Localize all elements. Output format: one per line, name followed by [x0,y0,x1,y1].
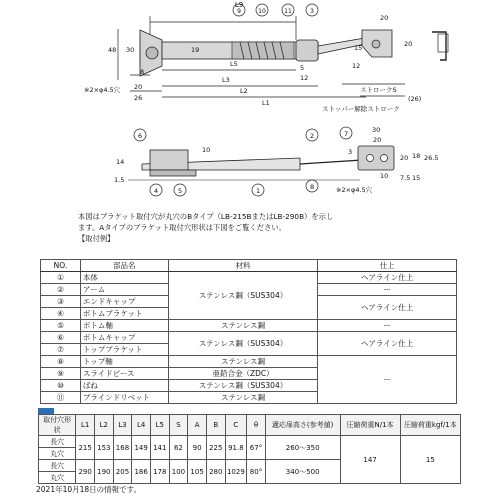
svg-text:15: 15 [354,44,363,52]
note-line-1: 本図はブラケット取付穴が丸穴のBタイプ（LB-215BまたはLB-290B）を示し [78,212,334,221]
col-no: NO. [41,260,81,272]
svg-text:1: 1 [256,187,261,195]
release-stroke-label: ストッパー解除ストローク [322,105,400,113]
table-row: ⑩ ばね ステンレス鋼（SUS304） [41,380,457,392]
svg-text:20: 20 [134,83,143,91]
finish-cell: ヘアライン仕上 [318,296,457,320]
finish-cell: ヘアライン仕上 [318,332,457,356]
svg-text:9: 9 [237,8,241,15]
material-cell: ステンレス鋼 [168,356,318,368]
material-cell: ステンレス鋼 [168,320,318,332]
svg-text:14: 14 [116,158,125,166]
svg-text:1.5: 1.5 [114,176,125,184]
svg-text:26: 26 [134,94,143,102]
stroke-label: ストロークS [360,86,397,94]
table-row: ⑥ ボトムキャップ ステンレス鋼（SUS304） ヘアライン仕上 [41,332,457,344]
table-row: 丸穴 [39,472,461,484]
svg-text:6: 6 [138,132,143,140]
svg-text:3: 3 [310,8,314,15]
svg-text:30: 30 [372,126,381,134]
svg-text:48: 48 [108,46,117,54]
svg-text:10: 10 [258,8,266,15]
svg-text:15: 15 [412,174,421,182]
table-row: 長穴 290 190 205 186 178 100 105 280 1029 80° 340～500 [39,460,461,472]
drawing-note [78,211,478,244]
material-cell: ステンレス鋼（SUS304） [168,272,318,320]
dim-l9: L9 [234,1,244,9]
svg-text:12: 12 [352,62,361,70]
svg-text:10: 10 [202,146,211,154]
svg-text:20: 20 [380,14,389,22]
svg-text:L2: L2 [240,87,248,95]
material-cell: 亜鉛合金（ZDC） [168,368,318,380]
svg-text:8: 8 [140,68,145,76]
table-row: ⑧ トップ軸 ステンレス鋼 ー [41,356,457,368]
table-row: ④ ボトムブラケット [41,308,457,320]
table-row: ⑨ スライドピース 亜鉛合金（ZDC） [41,368,457,380]
svg-text:7.5: 7.5 [400,174,411,182]
footer-date-note: 2021年10月18日の情報です。 [36,485,142,494]
svg-text:5: 5 [300,64,305,72]
parts-table [40,259,457,404]
svg-text:2: 2 [310,132,315,140]
svg-text:20: 20 [373,136,382,144]
svg-text:18: 18 [412,152,421,160]
table-row: 丸穴 [39,448,461,460]
svg-text:12: 12 [300,74,309,82]
svg-text:20: 20 [404,40,413,48]
table-row: ③ エンドキャップ ヘアライン仕上 [41,296,457,308]
spec-header-row: 取付穴形状 L1 L2 L3 L4 L5 S A B C θ 適応扉高さ(参考値) 圧縮荷重N/1本 圧縮荷重kgf/1本 [39,415,461,436]
svg-text:4: 4 [154,187,159,195]
table-row: ② アーム ー [41,284,457,296]
material-cell: ステンレス鋼（SUS304） [168,380,318,392]
top-stay-drawing [0,0,500,125]
table-row: ⑪ ブラインドリベット ステンレス鋼 [41,392,457,404]
material-cell: ステンレス鋼 [168,392,318,404]
svg-text:10: 10 [380,172,389,180]
bottom-stay-drawing [0,120,500,210]
svg-text:7: 7 [344,130,349,138]
spec-table [38,414,461,484]
svg-text:19: 19 [191,46,200,54]
svg-text:30: 30 [126,46,135,54]
svg-text:L1: L1 [262,99,270,107]
table-row: ⑦ トップブラケット [41,344,457,356]
svg-text:L3: L3 [222,76,230,84]
svg-text:L5: L5 [230,60,238,68]
note-line-2: ます。Aタイプのブラケット取付穴形状は下図をご覧ください。 [78,223,286,232]
svg-text:(26): (26) [408,95,422,103]
bottom-hole-note: ※2×φ4.5穴 [336,186,373,194]
finish-cell: ー [318,356,457,404]
material-cell: ステンレス鋼（SUS304） [168,332,318,356]
svg-text:20: 20 [400,154,409,162]
top-hole-note: ※2×φ4.5穴 [84,86,121,94]
finish-cell: ヘアライン仕上 [318,272,457,284]
col-part-name: 部品名 [80,260,168,272]
parts-header-row [41,260,457,272]
svg-text:8: 8 [310,183,315,191]
col-finish: 仕上 [318,260,457,272]
table-row: ⑤ ボトム軸 ステンレス鋼 ー [41,320,457,332]
svg-text:26.5: 26.5 [424,154,439,162]
finish-cell: ー [318,320,457,332]
finish-cell: ー [318,284,457,296]
table-row: 長穴 215 153 168 149 141 62 90 225 91.8 67° 260～350 147 15 [39,436,461,448]
svg-text:3: 3 [348,148,353,156]
col-material: 材料 [168,260,318,272]
svg-text:11: 11 [284,8,292,15]
svg-text:5: 5 [178,187,183,195]
note-line-3: 【取付例】 [78,234,115,243]
table-row: ① 本体 ステンレス鋼（SUS304） ヘアライン仕上 [41,272,457,284]
